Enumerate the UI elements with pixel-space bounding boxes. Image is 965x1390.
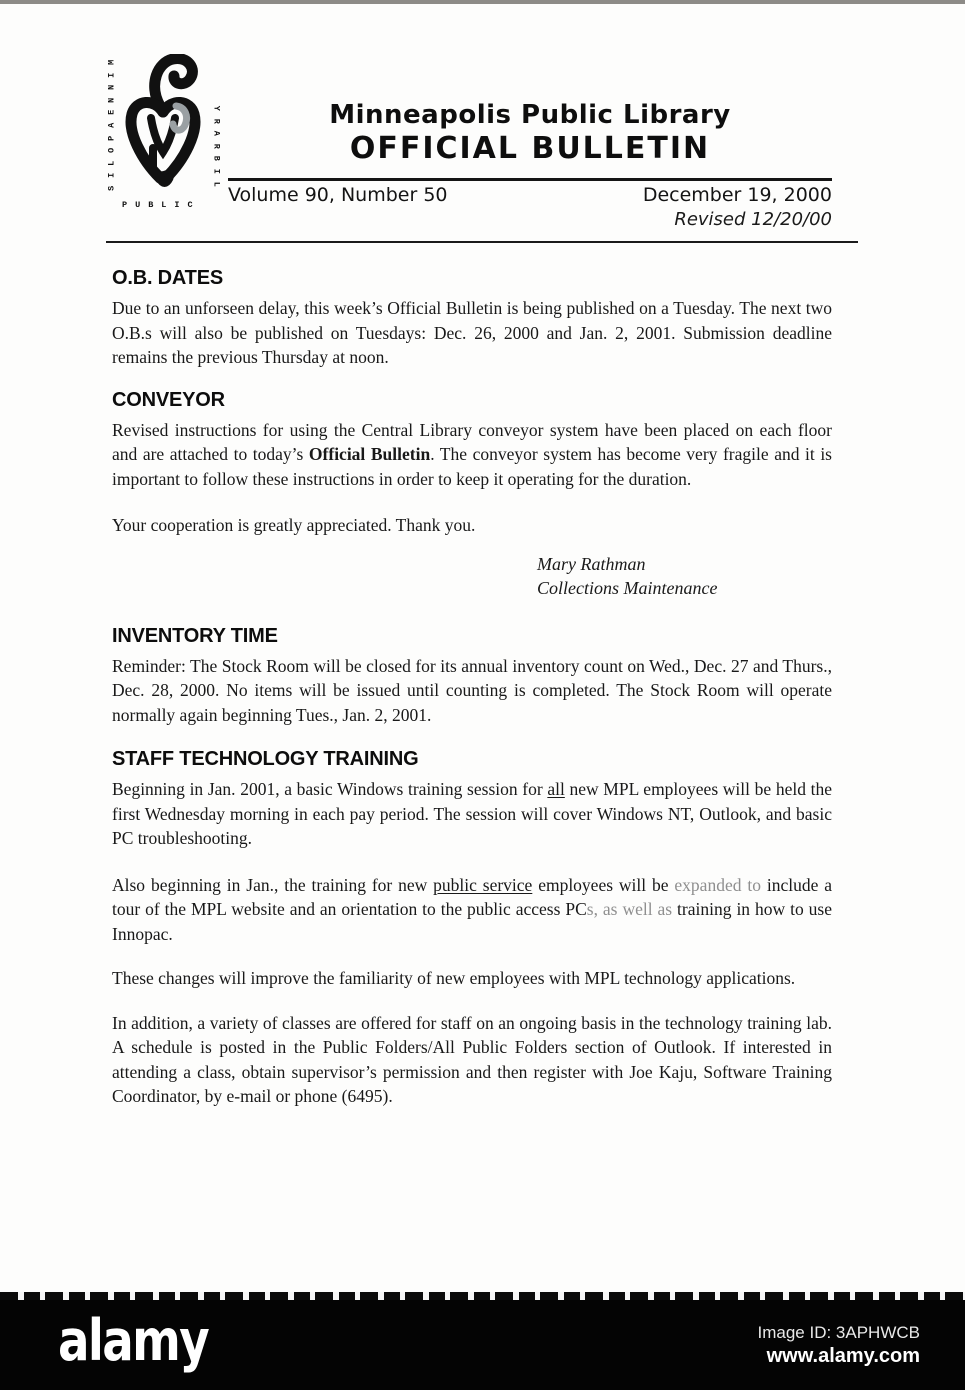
- paragraph: Reminder: The Stock Room will be closed for its annual inventory count on Wed., Dec. 27 and Thurs., Dec. 28, 2000. No items will be issued until counting is completed. The Stock Room will operate normally again beginning Tues., Jan. 2, 2001.: [112, 655, 832, 725]
- section-heading-ob-dates: O.B. DATES: [112, 267, 223, 289]
- alamy-url: www.alamy.com: [766, 1345, 920, 1367]
- film-edge-strip: [0, 1292, 965, 1300]
- document-body: [112, 0, 832, 1109]
- alamy-logo: alamy: [58, 1307, 209, 1374]
- paragraph: Your cooperation is greatly appreciated. Thank you.: [112, 515, 476, 535]
- issue-date: December 19, 2000: [642, 184, 832, 206]
- paragraph: These changes will improve the familiarity of new employees with MPL technology applications.: [112, 968, 796, 988]
- signature-block: [537, 552, 832, 600]
- masthead-subtitle: OFFICIAL BULLETIN: [349, 131, 711, 166]
- signature-name: Mary Rathman: [537, 553, 646, 574]
- volume-number: Volume 90, Number 50: [228, 184, 448, 206]
- logo-minneapolis-text: M I N N E A P O L I S: [106, 59, 117, 191]
- signature-title: Collections Maintenance: [537, 577, 718, 598]
- section-heading-conveyor: CONVEYOR: [112, 388, 225, 411]
- logo-library-text: Y R A R B I L: [211, 105, 222, 187]
- watermark-info: [758, 1322, 921, 1368]
- paragraph: Beginning in Jan. 2001, a basic Windows training session for all new MPL employees will be held the first Wednesday morning in each pay period. The session will cover Windows NT, Outlook, and basic PC troubleshooting.: [112, 779, 832, 848]
- paragraph: Revised instructions for using the Central Library conveyor system have been placed on each floor and are attached to today’s Official Bulletin. The conveyor system has become very fragile and it is important to follow these instructions in order to keep it operating for the duration.: [112, 419, 832, 489]
- section-heading-inventory-time: INVENTORY TIME: [112, 624, 278, 647]
- revised-date: Revised 12/20/00: [674, 209, 832, 230]
- alamy-watermark-bar: [0, 1300, 965, 1390]
- masthead-title: Minneapolis Public Library: [329, 100, 731, 130]
- paragraph: Due to an unforseen delay, this week’s Official Bulletin is being published on a Tuesday. The next two O.B.s will also be published on Tuesdays: Dec. 26, 2000 and Jan. 2, 2001. Submission deadline remains the previous Thursday at noon.: [112, 298, 832, 367]
- paragraph: In addition, a variety of classes are offered for staff on an ongoing basis in the technology training lab. A schedule is posted in the Public Folders/All Public Folders section of Outlook. If interested in attending a class, obtain supervisor’s permission and then register with Joe Kaju, Software Training Coordinator, by e-mail or phone (6495).: [112, 1012, 832, 1106]
- paragraph: Also beginning in Jan., the training for new public service employees will be expanded to include a tour of the MPL website and an orientation to the public access PCs, as well as training in how to use Innopac.: [112, 874, 832, 944]
- logo-public-text: PUBLIC: [122, 200, 201, 210]
- image-id-label: Image ID: 3APHWCB: [757, 1323, 920, 1342]
- section-heading-staff-technology-training: STAFF TECHNOLOGY TRAINING: [112, 748, 419, 770]
